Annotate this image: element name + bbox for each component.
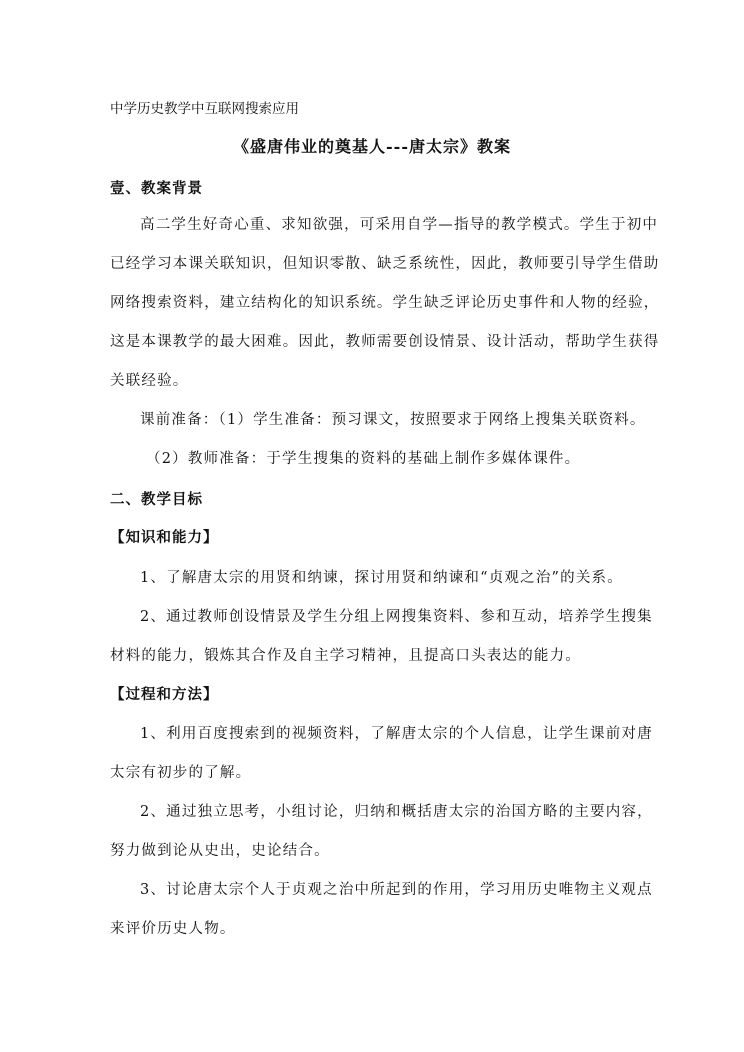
process-item-2: 2、通过独立思考，小组讨论，归纳和概括唐太宗的治国方略的主要内容， xyxy=(140,804,653,820)
paragraph-line: 高二学生好奇心重、求知欲强，可采用自学—指导的教学模式。学生于初中 xyxy=(140,217,659,233)
knowledge-item-1: 1、了解唐太宗的用贤和纳谏，探讨用贤和纳谏和“贞观之治”的关系。 xyxy=(140,570,623,586)
paragraph-line: 已经学习本课关联知识，但知识零散、缺乏系统性，因此，教师要引导学生借助 xyxy=(110,256,660,272)
paragraph-line: 这是本课教学的最大困难。因此，教师需要创设情景、设计活动，帮助学生获得 xyxy=(110,334,660,350)
knowledge-item-2-cont: 材料的能力，锻炼其合作及自主学习精神，且提高口头表达的能力。 xyxy=(110,648,581,664)
process-item-1: 1、利用百度搜索到的视频资料，了解唐太宗的个人信息，让学生课前对唐 xyxy=(140,726,653,742)
paragraph-line: 关联经验。 xyxy=(110,373,189,389)
process-item-3-cont: 来评价历史人物。 xyxy=(110,921,236,937)
process-item-2-cont: 努力做到论从史出，史论结合。 xyxy=(110,843,330,859)
section-heading-objectives: 二、教学目标 xyxy=(110,491,203,508)
section-heading-background: 壹、教案背景 xyxy=(110,180,203,197)
paragraph-line: 网络搜索资料，建立结构化的知识系统。学生缺乏评论历史事件和人物的经验， xyxy=(110,295,660,311)
subheading-process: 【过程和方法】 xyxy=(110,686,219,703)
prep-student: 课前准备：（1）学生准备：预习课文，按照要求于网络上搜集关联资料。 xyxy=(140,412,646,428)
header-note: 中学历史教学中互联网搜索应用 xyxy=(110,101,299,117)
process-item-1-cont: 太宗有初步的了解。 xyxy=(110,765,252,781)
prep-teacher: （2）教师准备：于学生搜集的资料的基础上制作多媒体课件。 xyxy=(146,451,581,467)
process-item-3: 3、讨论唐太宗个人于贞观之治中所起到的作用，学习用历史唯物主义观点 xyxy=(140,882,653,898)
document-title: 《盛唐伟业的奠基人---唐太宗》教案 xyxy=(233,137,511,156)
subheading-knowledge: 【知识和能力】 xyxy=(110,529,219,546)
knowledge-item-2: 2、通过教师创设情景及学生分组上网搜集资料、参和互动，培养学生搜集 xyxy=(140,609,653,625)
